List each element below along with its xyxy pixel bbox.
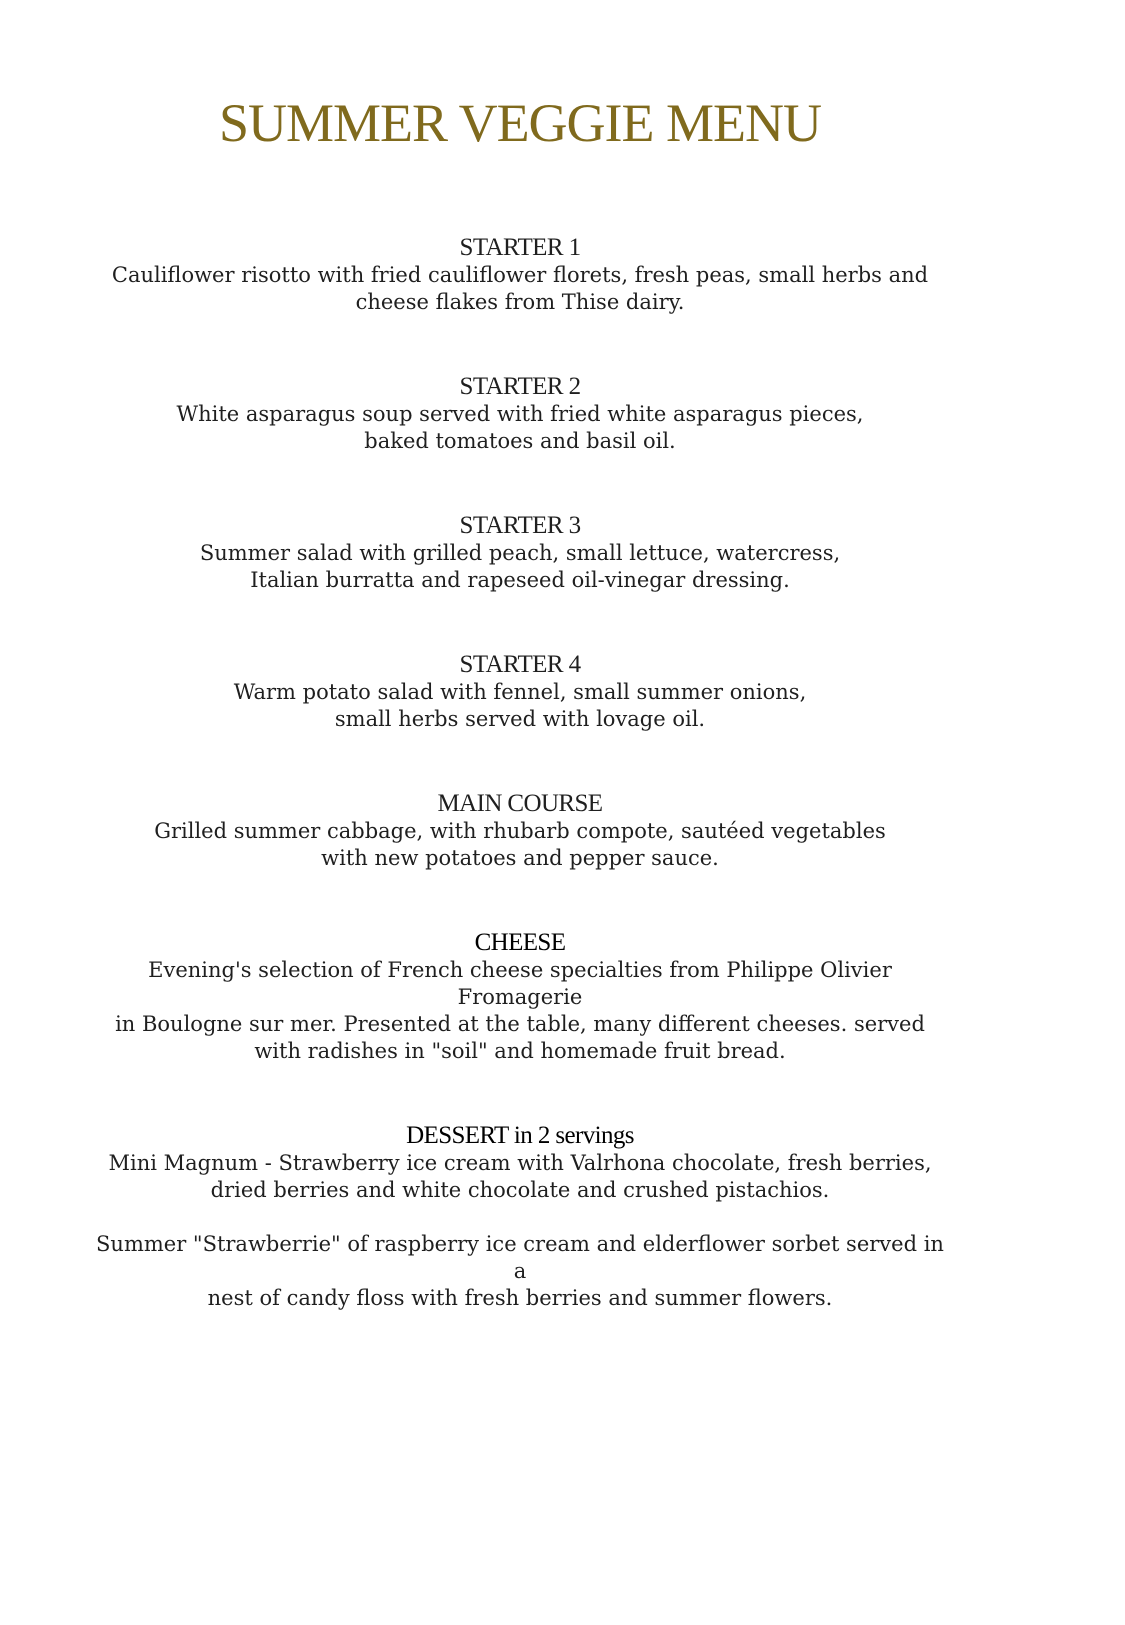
description-line: Summer "Strawberrie" of raspberry ice cream and elderflower sorbet served in bbox=[96, 1232, 944, 1256]
section-heading: STARTER 3 bbox=[459, 512, 581, 539]
description-line: small herbs served with lovage oil. bbox=[334, 707, 706, 731]
description-line: with new potatoes and pepper sauce. bbox=[321, 846, 719, 870]
section-starter-2 bbox=[40, 373, 1000, 455]
description-line: Warm potato salad with fennel, small summer onions, bbox=[233, 680, 807, 704]
description-line: Italian burratta and rapeseed oil-vinegar dressing. bbox=[250, 568, 790, 592]
dessert-paragraph-1 bbox=[40, 1150, 1000, 1204]
section-starter-3 bbox=[40, 512, 1000, 594]
description-line: cheese flakes from Thise dairy. bbox=[355, 290, 685, 314]
section-starter-4 bbox=[40, 651, 1000, 733]
section-main-course bbox=[40, 790, 1000, 872]
description-line: Summer salad with grilled peach, small lettuce, watercress, bbox=[199, 541, 841, 565]
description-line: in Boulogne sur mer. Presented at the table, many different cheeses. served bbox=[115, 1012, 925, 1036]
section-heading: DESSERT in 2 servings bbox=[406, 1122, 634, 1149]
description-line: White asparagus soup served with fried white asparagus pieces, bbox=[176, 402, 864, 426]
section-heading: CHEESE bbox=[474, 929, 566, 956]
description-line: Fromagerie bbox=[457, 985, 583, 1009]
menu-content bbox=[40, 234, 1000, 1369]
section-heading: STARTER 2 bbox=[459, 373, 581, 400]
section-heading: MAIN COURSE bbox=[437, 790, 603, 817]
description-line: Evening's selection of French cheese specialties from Philippe Olivier bbox=[148, 958, 892, 982]
section-cheese bbox=[40, 929, 1000, 1065]
description-line: Grilled summer cabbage, with rhubarb compote, sautéed vegetables bbox=[154, 819, 886, 843]
description-line: baked tomatoes and basil oil. bbox=[364, 429, 676, 453]
menu-title: SUMMER VEGGIE MENU bbox=[218, 93, 822, 153]
dessert-paragraph-2 bbox=[40, 1231, 1000, 1312]
description-line: dried berries and white chocolate and crushed pistachios. bbox=[210, 1178, 830, 1202]
section-starter-1 bbox=[40, 234, 1000, 316]
description-line: Mini Magnum - Strawberry ice cream with Valrhona chocolate, fresh berries, bbox=[108, 1151, 932, 1175]
description-line: with radishes in "soil" and homemade fruit bread. bbox=[254, 1039, 786, 1063]
section-heading: STARTER 1 bbox=[459, 234, 581, 261]
description-line: Cauliflower risotto with fried cauliflower florets, fresh peas, small herbs and bbox=[111, 263, 929, 287]
section-heading: STARTER 4 bbox=[459, 651, 581, 678]
description-line: a bbox=[513, 1259, 527, 1283]
description-line: nest of candy floss with fresh berries and summer flowers. bbox=[207, 1286, 833, 1310]
section-dessert bbox=[40, 1122, 1000, 1312]
